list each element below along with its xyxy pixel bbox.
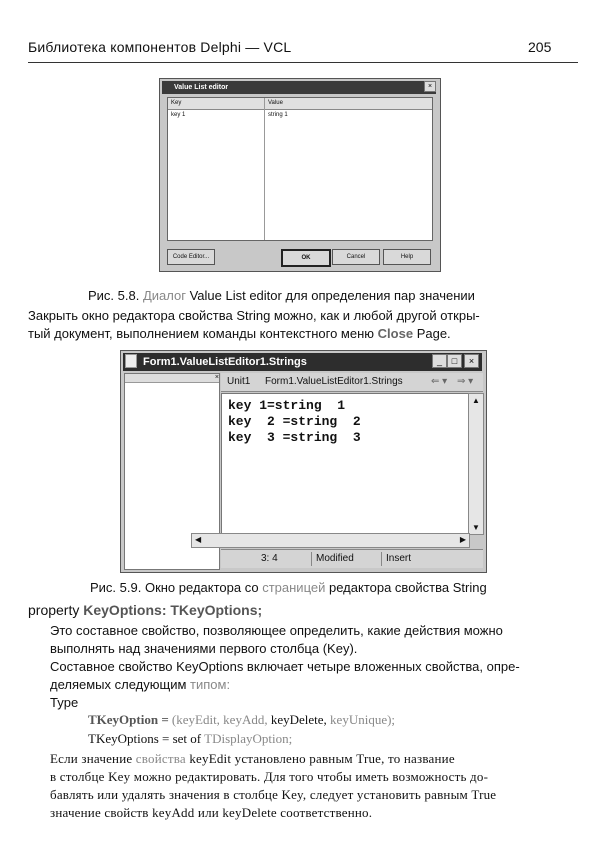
type-declaration-2: TKeyOptions = set of TDisplayOption; bbox=[88, 731, 293, 746]
editor-line: key 1=string 1 bbox=[228, 398, 346, 413]
page-number: 205 bbox=[528, 39, 552, 55]
status-bar bbox=[221, 549, 483, 568]
paragraph-keyoptions-desc: Это составное свойство, позволяющее определить, какие действия можно выполнять над значениями первого столбца (Key). bbox=[50, 623, 503, 656]
property-name: KeyOptions: TKeyOptions; bbox=[83, 602, 263, 618]
figure-5-9-caption: Рис. 5.9. Окно редактора со страницей редактора свойства String bbox=[90, 580, 487, 595]
maximize-icon[interactable]: □ bbox=[447, 354, 462, 368]
column-header-value[interactable]: Value bbox=[268, 100, 283, 106]
vertical-scrollbar[interactable] bbox=[468, 393, 484, 535]
scroll-up-icon[interactable]: ▲ bbox=[472, 396, 480, 405]
figure-5-8-caption: Рис. 5.8. Диалог Value List editor для определения пар значении bbox=[88, 288, 475, 303]
horizontal-scrollbar[interactable] bbox=[191, 533, 470, 548]
grid-cell-value[interactable]: string 1 bbox=[268, 112, 288, 118]
tab-strings[interactable]: Form1.ValueListEditor1.Strings bbox=[265, 376, 403, 387]
nav-forward-icon[interactable]: ⇒ ▾ bbox=[457, 376, 474, 387]
close-icon[interactable]: × bbox=[464, 354, 479, 368]
grid-header bbox=[168, 98, 432, 110]
minimize-icon[interactable]: _ bbox=[432, 354, 447, 368]
scroll-right-icon[interactable]: ▶ bbox=[459, 535, 466, 544]
editor-line: key 3 =string 3 bbox=[228, 430, 361, 445]
type-keyword: Type bbox=[50, 695, 79, 710]
editor-tabs bbox=[221, 373, 483, 392]
code-editor-button[interactable]: Code Editor... bbox=[167, 249, 215, 265]
tab-unit1[interactable]: Unit1 bbox=[227, 376, 251, 387]
close-icon[interactable]: × bbox=[424, 81, 436, 92]
property-heading: property KeyOptions: TKeyOptions; bbox=[28, 602, 263, 618]
ok-button[interactable]: OK bbox=[281, 249, 331, 267]
type-declaration-1: TKeyOption = (keyEdit, keyAdd, keyDelete, keyUnique); bbox=[88, 712, 396, 727]
column-divider bbox=[264, 98, 265, 240]
string-editor-window bbox=[120, 350, 487, 573]
scroll-down-icon[interactable]: ▼ bbox=[472, 523, 480, 532]
cancel-button[interactable]: Cancel bbox=[332, 249, 380, 265]
cursor-position: 3: 4 bbox=[261, 553, 278, 564]
editor-window-title: Form1.ValueListEditor1.Strings bbox=[123, 353, 482, 371]
column-header-key[interactable]: Key bbox=[171, 100, 182, 106]
code-editor-area[interactable] bbox=[221, 393, 469, 535]
status-modified: Modified bbox=[316, 553, 354, 564]
help-button[interactable]: Help bbox=[383, 249, 431, 265]
grid-cell-key[interactable]: key 1 bbox=[171, 112, 186, 118]
status-insert: Insert bbox=[386, 553, 412, 564]
document-icon bbox=[125, 354, 137, 368]
paragraph-keyoptions-composite: Составное свойство KeyOptions включает четыре вложенных свойства, опре- деляемых следующим типом: bbox=[50, 659, 520, 692]
editor-line: key 2 =string 2 bbox=[228, 414, 361, 429]
paragraph-keyedit: Если значение свойства keyEdit установлено равным True, то название в столбце Key можно редактировать. Для того чтобы иметь возможность до- бавлять или удалять значения в столбце Key, следует установить равным True значение свойств keyAdd или keyDelete соответственно. bbox=[50, 751, 497, 820]
paragraph-close-editor: Закрыть окно редактора свойства String можно, как и любой другой откры- тый документ, выполнением команды контекстного меню Close Page. bbox=[28, 308, 480, 341]
dialog-title: Value List editor bbox=[162, 81, 436, 94]
running-title: Библиотека компонентов Delphi — VCL bbox=[28, 39, 292, 55]
header-rule bbox=[28, 62, 578, 63]
left-pane-close[interactable]: × bbox=[125, 374, 219, 383]
scroll-left-icon[interactable]: ◀ bbox=[195, 535, 202, 544]
key-value-grid[interactable] bbox=[167, 97, 433, 241]
nav-back-icon[interactable]: ⇐ ▾ bbox=[431, 376, 448, 387]
value-list-editor-dialog bbox=[159, 78, 441, 272]
